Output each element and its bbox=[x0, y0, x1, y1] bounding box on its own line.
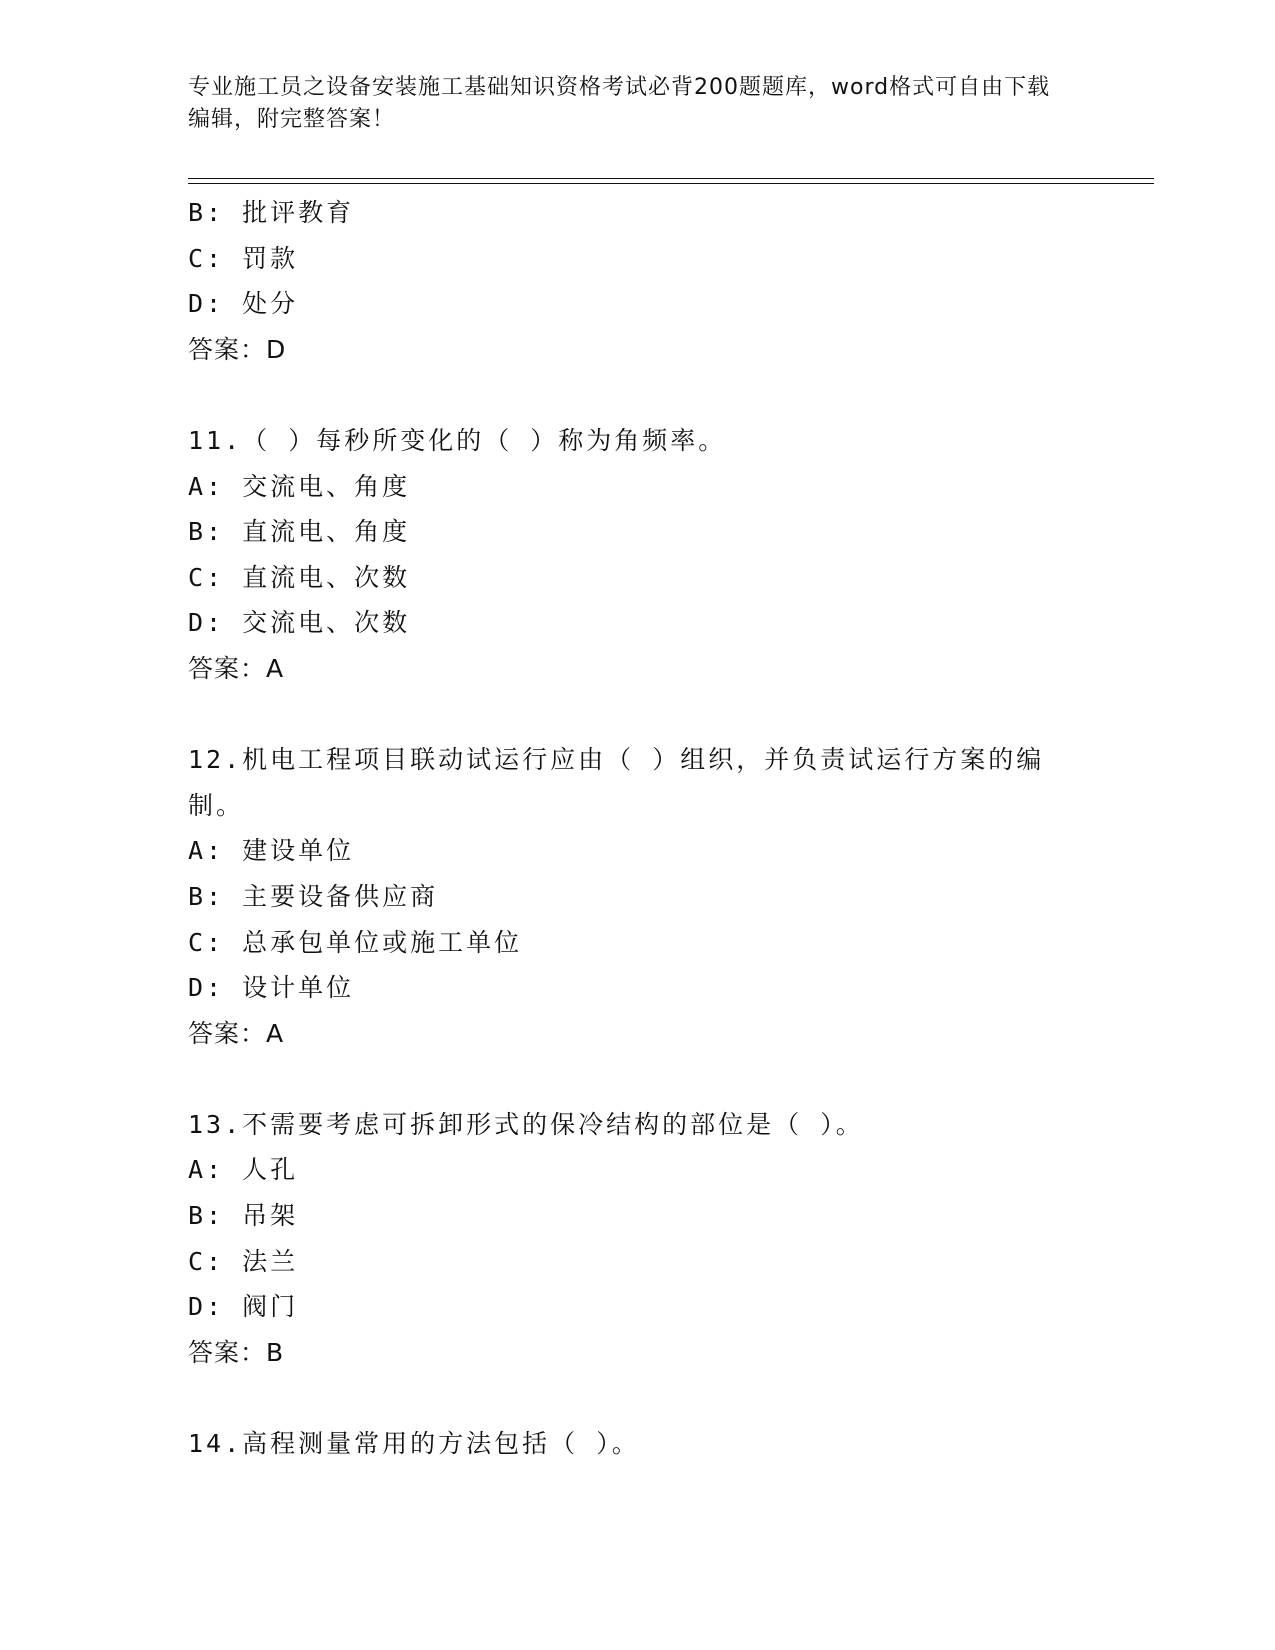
question-block-13 bbox=[188, 1102, 1068, 1376]
option-a: A: 人孔 bbox=[188, 1155, 299, 1185]
option-c: C: 总承包单位或施工单位 bbox=[188, 927, 523, 957]
question-text: 12.机电工程项目联动试运行应由（ ）组织，并负责试运行方案的编制。 bbox=[188, 745, 1045, 820]
option-c: C: 直流电、次数 bbox=[188, 562, 411, 592]
question-block-10-continued bbox=[188, 190, 1068, 372]
option-a: A: 交流电、角度 bbox=[188, 471, 411, 501]
header-rule-bottom bbox=[188, 183, 1154, 184]
document-header: 专业施工员之设备安装施工基础知识资格考试必背200题题库，word格式可自由下载编辑，附完整答案！ bbox=[188, 75, 1051, 132]
question-block-11 bbox=[188, 418, 1068, 692]
question-list bbox=[188, 190, 1068, 1467]
option-d: D: 阀门 bbox=[188, 1292, 299, 1322]
question-text: 11.（ ）每秒所变化的（ ）称为角频率。 bbox=[188, 425, 727, 455]
answer-line: 答案：D bbox=[188, 334, 287, 364]
option-b: B: 直流电、角度 bbox=[188, 517, 411, 547]
option-b: B: 主要设备供应商 bbox=[188, 881, 439, 911]
answer-line: 答案：A bbox=[188, 1018, 285, 1048]
option-d: D: 设计单位 bbox=[188, 973, 355, 1003]
option-d: D: 交流电、次数 bbox=[188, 608, 411, 638]
spacer bbox=[188, 372, 1068, 418]
answer-line: 答案：B bbox=[188, 1337, 285, 1367]
question-text: 13.不需要考虑可拆卸形式的保冷结构的部位是（ ）。 bbox=[188, 1109, 864, 1139]
header-rule-top bbox=[188, 178, 1154, 179]
question-block-12 bbox=[188, 737, 1068, 1056]
question-block-14 bbox=[188, 1421, 1068, 1467]
option-c: C: 罚款 bbox=[188, 243, 299, 273]
option-b: B: 批评教育 bbox=[188, 198, 355, 227]
option-c: C: 法兰 bbox=[188, 1246, 299, 1276]
spacer bbox=[188, 1375, 1068, 1421]
option-b: B: 吊架 bbox=[188, 1201, 299, 1231]
question-text: 14.高程测量常用的方法包括（ ）。 bbox=[188, 1429, 640, 1459]
spacer bbox=[188, 1056, 1068, 1102]
option-a: A: 建设单位 bbox=[188, 836, 355, 866]
answer-line: 答案：A bbox=[188, 653, 285, 683]
spacer bbox=[188, 692, 1068, 738]
option-d: D: 处分 bbox=[188, 289, 299, 319]
